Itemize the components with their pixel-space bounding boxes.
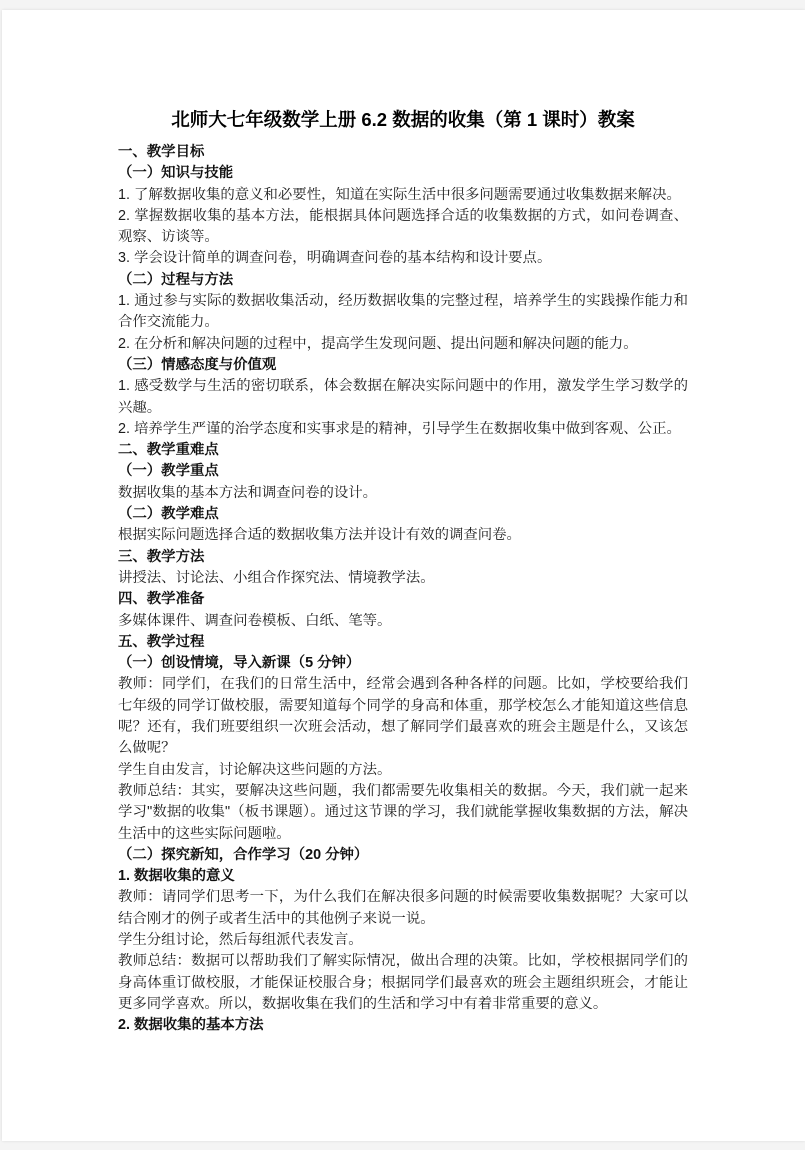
body-paragraph: 教师：请同学们思考一下，为什么我们在解决很多问题的时候需要收集数据呢？大家可以结合刚才的例子或者生活中的其他例子来说一说。 xyxy=(118,889,688,927)
body-paragraph: 学生分组讨论，然后每组派代表发言。 xyxy=(118,931,363,948)
body-paragraph: 多媒体课件、调查问卷模板、白纸、笔等。 xyxy=(118,612,392,629)
section-heading: 二、教学重难点 xyxy=(118,442,219,459)
body-paragraph: 讲授法、讨论法、小组合作探究法、情境教学法。 xyxy=(118,569,435,586)
subsection-heading: （一）创设情境，导入新课（5 分钟） xyxy=(118,655,361,672)
section-heading: 三、教学方法 xyxy=(118,548,205,565)
body-paragraph: 3. 学会设计简单的调查问卷，明确调查问卷的基本结构和设计要点。 xyxy=(118,250,552,267)
body-paragraph: 1. 感受数学与生活的密切联系，体会数据在解决实际问题中的作用，激发学生学习数学的兴趣。 xyxy=(118,378,688,416)
subsection-heading: （一）教学重点 xyxy=(118,463,219,480)
numbered-point-heading: 1. 数据收集的意义 xyxy=(118,868,235,885)
body-paragraph: 教师总结：数据可以帮助我们了解实际情况，做出合理的决策。比如，学校根据同学们的身高体重订做校服，才能保证校服合身；根据同学们最喜欢的班会主题组织班会，才能让更多同学喜欢。所以，数据收集在我们的生活和学习中有着非常重要的意义。 xyxy=(118,953,688,1012)
document-page xyxy=(2,10,805,1141)
numbered-point-heading: 2. 数据收集的基本方法 xyxy=(118,1017,264,1034)
body-paragraph: 教师总结：其实，要解决这些问题，我们都需要先收集相关的数据。今天，我们就一起来学习"数据的收集"（板书课题）。通过这节课的学习，我们就能掌握收集数据的方法，解决生活中的这些实际问题啦。 xyxy=(118,782,688,842)
body-paragraph: 1. 了解数据收集的意义和必要性，知道在实际生活中很多问题需要通过收集数据来解决。 xyxy=(118,186,681,203)
body-paragraph: 1. 通过参与实际的数据收集活动，经历数据收集的完整过程，培养学生的实践操作能力和合作交流能力。 xyxy=(118,293,688,331)
body-paragraph: 2. 掌握数据收集的基本方法，能根据具体问题选择合适的收集数据的方式，如问卷调查、观察、访谈等。 xyxy=(118,207,688,246)
document-title: 北师大七年级数学上册 6.2 数据的收集（第 1 课时）教案 xyxy=(171,109,635,130)
body-paragraph: 数据收集的基本方法和调查问卷的设计。 xyxy=(118,484,378,501)
document-content xyxy=(2,10,805,1036)
body-paragraph: 根据实际问题选择合适的数据收集方法并设计有效的调查问卷。 xyxy=(118,527,521,544)
subsection-heading: （二）探究新知，合作学习（20 分钟） xyxy=(118,846,369,863)
subsection-heading: （二）教学难点 xyxy=(118,506,219,523)
section-heading: 一、教学目标 xyxy=(118,144,205,160)
subsection-heading: （二）过程与方法 xyxy=(118,271,234,288)
document-body xyxy=(118,142,688,1036)
section-heading: 五、教学过程 xyxy=(118,633,205,650)
body-paragraph: 2. 培养学生严谨的治学态度和实事求是的精神，引导学生在数据收集中做到客观、公正。 xyxy=(118,420,681,437)
body-paragraph: 教师：同学们，在我们的日常生活中，经常会遇到各种各样的问题。比如，学校要给我们七年级的同学订做校服，需要知道每个同学的身高和体重，那学校怎么才能知道这些信息呢？还有，我们班要组织一次班会活动，想了解同学们最喜欢的班会主题是什么，又该怎么做呢？ xyxy=(118,676,688,757)
body-paragraph: 2. 在分析和解决问题的过程中，提高学生发现问题、提出问题和解决问题的能力。 xyxy=(118,335,638,352)
section-heading: 四、教学准备 xyxy=(118,591,205,608)
subsection-heading: （三）情感态度与价值观 xyxy=(118,356,277,373)
subsection-heading: （一）知识与技能 xyxy=(118,165,234,182)
body-paragraph: 学生自由发言，讨论解决这些问题的方法。 xyxy=(118,761,392,778)
